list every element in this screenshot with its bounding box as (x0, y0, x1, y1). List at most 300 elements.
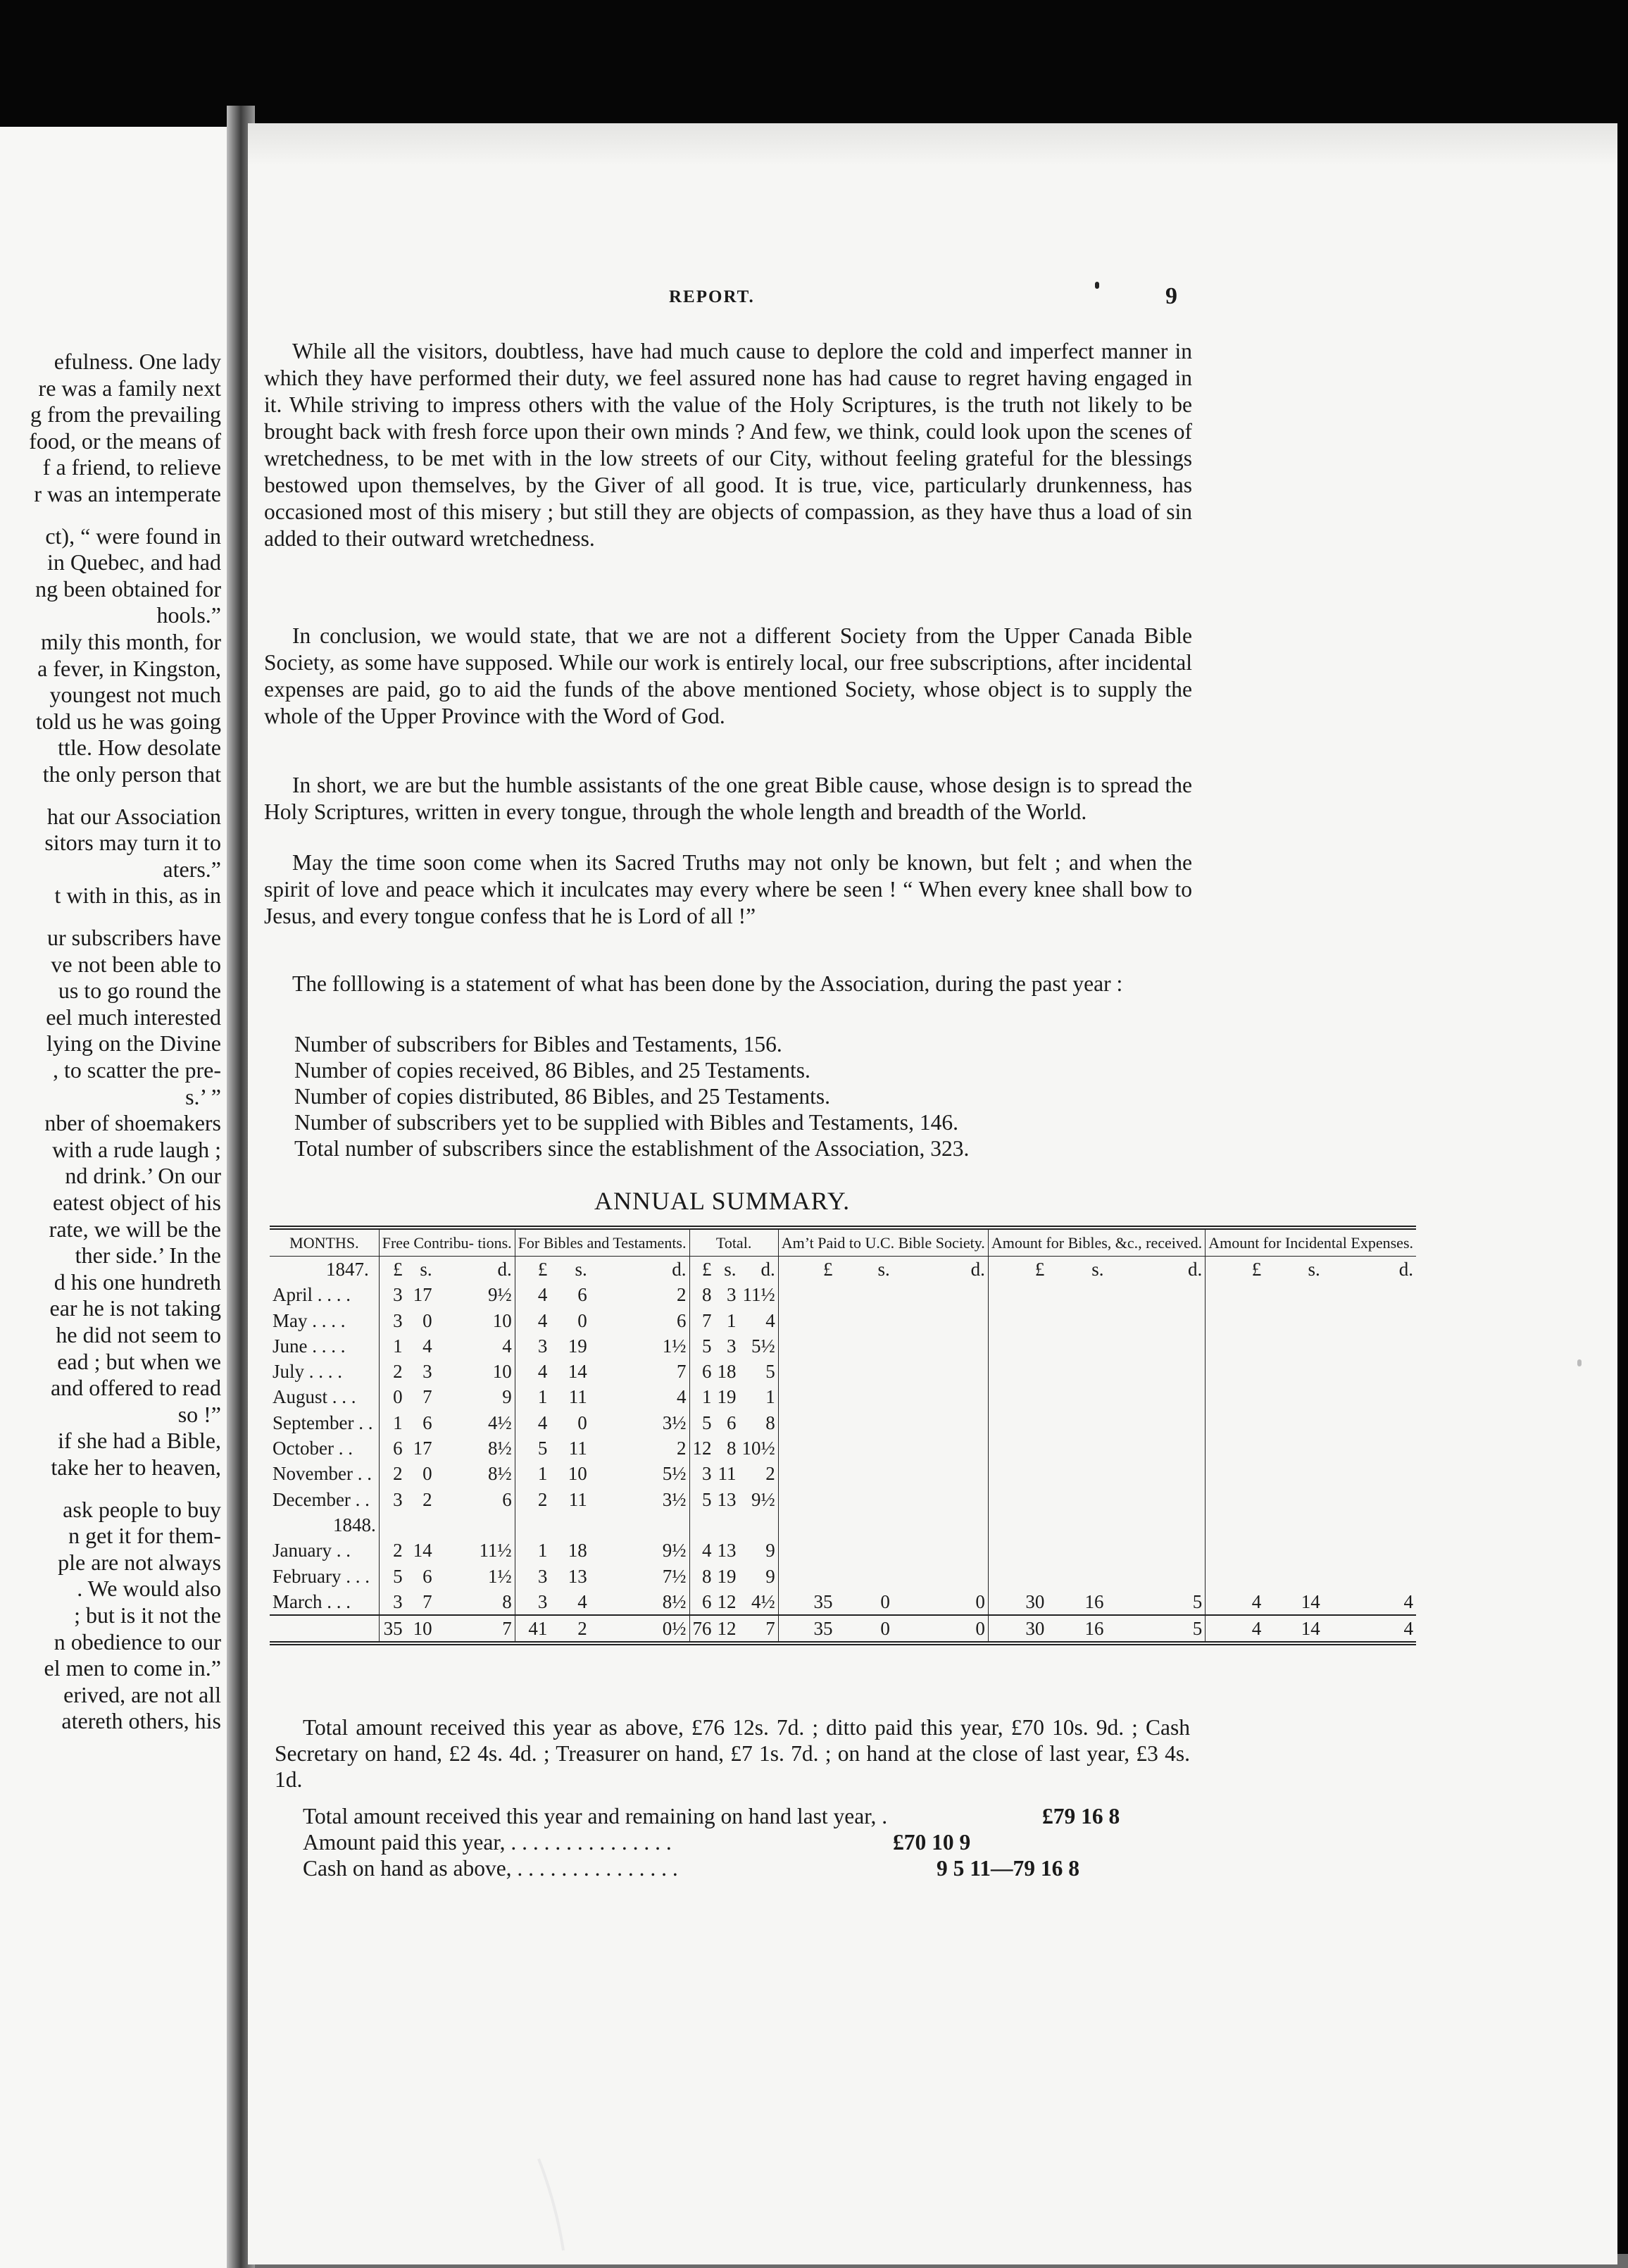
amount-cell: 9 (502, 1386, 512, 1408)
amount-cell (1206, 1308, 1265, 1333)
amount-cell (1206, 1487, 1265, 1512)
account-value: £79 16 8 (1042, 1804, 1120, 1828)
amount-cell: 9½ (487, 1284, 512, 1306)
amount-cell (1323, 1308, 1416, 1333)
left-page-line: s.’ ” (185, 1083, 221, 1109)
amount-cell: 5 (765, 1361, 775, 1383)
amount-cell: 4 (765, 1309, 775, 1331)
table-row (270, 1461, 1416, 1486)
left-page-line: nber of shoemakers (44, 1110, 221, 1136)
amount-cell (1047, 1308, 1106, 1333)
left-page-line: if she had a Bible, (58, 1428, 221, 1454)
left-page-line: el men to come in.” (44, 1655, 221, 1681)
unit-pound: £ (1206, 1257, 1265, 1283)
units-row (270, 1257, 1416, 1283)
amount-cell: 0 (422, 1463, 432, 1485)
amount-cell (893, 1384, 989, 1409)
amount-cell (1323, 1384, 1416, 1409)
left-page-line: he did not seem to (56, 1322, 221, 1347)
amount-cell: 5 (1192, 1590, 1203, 1612)
left-page-line: ttle. How desolate (58, 735, 221, 761)
left-page-line: ur subscribers have (46, 925, 221, 950)
left-page-line: youngest not much (49, 682, 221, 708)
left-page-line: . We would also (77, 1576, 221, 1602)
amount-cell: 16 (1084, 1590, 1104, 1612)
left-page-line: ; but is it not the (74, 1602, 221, 1628)
amount-cell (1323, 1435, 1416, 1461)
left-page-line: the only person that (42, 761, 221, 787)
left-page-line: n get it for them- (68, 1523, 221, 1549)
unit-shillings: s. (877, 1259, 890, 1280)
amount-cell (988, 1384, 1047, 1409)
amount-cell: 11½ (479, 1540, 512, 1562)
account-line-total-received (303, 1803, 1120, 1829)
scan-speck (1577, 1359, 1582, 1366)
amount-cell (1264, 1538, 1323, 1563)
header-months: MONTHS. (270, 1228, 379, 1257)
amount-cell: 3 (422, 1361, 432, 1383)
amount-cell: 3 (379, 1589, 405, 1615)
left-page-line: and offered to read (51, 1375, 221, 1401)
amount-cell (988, 1538, 1047, 1563)
amount-cell: 9 (765, 1565, 775, 1587)
amount-cell: 3 (515, 1333, 550, 1359)
amount-cell (988, 1410, 1047, 1435)
amount-cell: 0 (880, 1590, 890, 1612)
amount-cell: 5 (379, 1564, 405, 1589)
amount-cell (988, 1564, 1047, 1589)
amount-cell: 2 (677, 1284, 687, 1306)
left-page-line: n obedience to our (54, 1628, 221, 1655)
running-head: REPORT. (669, 287, 755, 306)
amount-cell: 4 (515, 1410, 550, 1435)
left-page-line: with a rude laugh ; (52, 1136, 221, 1162)
amount-cell: 8½ (487, 1438, 512, 1459)
amount-cell: 6 (677, 1309, 687, 1331)
amount-cell: 4 (677, 1386, 687, 1408)
header-total: Total. (689, 1228, 778, 1257)
amount-cell (988, 1308, 1047, 1333)
amount-cell (1047, 1487, 1106, 1512)
empty-cell (515, 1512, 550, 1538)
unit-shillings: s. (1091, 1259, 1104, 1280)
amount-cell (836, 1487, 893, 1512)
amount-cell: 19 (568, 1335, 587, 1357)
empty-cell (1047, 1512, 1106, 1538)
amount-cell (1047, 1564, 1106, 1589)
amount-cell (1323, 1359, 1416, 1384)
month-cell: November . . (273, 1463, 372, 1485)
amount-cell: 3½ (662, 1488, 687, 1510)
left-page-line: ear he is not taking (49, 1295, 221, 1321)
empty-cell (550, 1512, 589, 1538)
amount-cell: 4½ (751, 1590, 775, 1612)
amount-cell: 2 (379, 1538, 405, 1563)
closing-paragraph: Total amount received this year as above, £76 12s. 7d. ; ditto paid this year, £70 10s. 9d. ; Cash Secretary on hand, £2 4s. 4d. ; Treasurer on hand, £7 1s. 7d. ; on hand at the close of last year, £3 4s. 1d. (275, 1715, 1190, 1792)
amount-cell (1264, 1359, 1323, 1384)
table-row (270, 1308, 1416, 1333)
table-header-row (270, 1228, 1416, 1257)
left-page-line: sitors may turn it to (44, 830, 221, 856)
amount-cell: 13 (568, 1565, 587, 1587)
amount-cell: 1 (515, 1538, 550, 1563)
amount-cell: 6 (689, 1589, 715, 1615)
amount-cell: 1 (379, 1333, 405, 1359)
empty-cell (379, 1512, 405, 1538)
amount-cell (1264, 1461, 1323, 1486)
amount-cell (893, 1359, 989, 1384)
amount-cell (1264, 1564, 1323, 1589)
empty-cell (689, 1512, 715, 1538)
header-free: Free Contribu- tions. (379, 1228, 515, 1257)
amount-cell: 2 (379, 1359, 405, 1384)
left-page-line: ve not been able to (51, 951, 221, 977)
unit-pence: d. (970, 1259, 985, 1280)
total-cell: 10 (406, 1615, 435, 1643)
amount-cell (836, 1308, 893, 1333)
total-cell: 4 (1323, 1615, 1416, 1643)
amount-cell: 8½ (487, 1463, 512, 1485)
amount-cell: 10 (492, 1309, 512, 1331)
left-page-line: r was an intemperate (34, 481, 221, 506)
amount-cell: 3 (689, 1461, 715, 1486)
summary-title: ANNUAL SUMMARY. (594, 1187, 851, 1215)
amount-cell (988, 1487, 1047, 1512)
amount-cell: 6 (727, 1412, 737, 1433)
amount-cell (778, 1487, 835, 1512)
month-cell: February . . . (273, 1565, 370, 1587)
amount-cell: 4 (1403, 1590, 1413, 1612)
header-bibles: For Bibles and Testaments. (515, 1228, 689, 1257)
amount-cell (1107, 1384, 1206, 1409)
amount-cell (778, 1435, 835, 1461)
table-row (270, 1282, 1416, 1307)
amount-cell (893, 1333, 989, 1359)
table-row (270, 1589, 1416, 1615)
facing-page-left (0, 127, 227, 2268)
amount-cell: 8½ (662, 1590, 687, 1612)
amount-cell (1206, 1282, 1265, 1307)
account-label: Cash on hand as above, . . . . . . . . . . . . . . . (303, 1856, 678, 1881)
amount-cell: 6 (422, 1565, 432, 1587)
empty-cell (893, 1512, 989, 1538)
amount-cell: 5½ (662, 1463, 687, 1485)
amount-cell (836, 1384, 893, 1409)
total-cell: 2 (550, 1615, 589, 1643)
amount-cell: 7 (422, 1590, 432, 1612)
left-page-line: , to scatter the pre- (53, 1057, 221, 1083)
amount-cell (1206, 1435, 1265, 1461)
amount-cell (1107, 1461, 1206, 1486)
totals-row (270, 1615, 1416, 1643)
amount-cell (1047, 1359, 1106, 1384)
statement-item: Number of copies distributed, 86 Bibles, and 25 Testaments. (294, 1084, 830, 1109)
total-cell: 14 (1264, 1615, 1323, 1643)
amount-cell (1206, 1384, 1265, 1409)
amount-cell: 5 (689, 1410, 715, 1435)
paragraph-visitors: While all the visitors, doubtless, have had much cause to deplore the cold and imperfect manner in which they have performed their duty, we feel assured none has had cause to regret having engaged in it. While striving to impress others with the value of the Holy Scriptures, is the truth not likely to be brought back with fresh force upon their own minds ? And few, we think, could look upon the scenes of wretchedness, to be met with in the low streets of our City, without feeling grateful for the blessings bestowed upon themselves, by the Giver of all good. It is true, vice, particularly drunkenness, has occasioned most of this misery ; but still they are objects of compassion, as they have thus a load of sin added to their outward wretchedness. (264, 339, 1192, 551)
amount-cell: 4 (502, 1335, 512, 1357)
amount-cell: 6 (689, 1359, 715, 1384)
amount-cell (778, 1564, 835, 1589)
amount-cell: 18 (568, 1540, 587, 1562)
total-cell: 12 (715, 1615, 739, 1643)
account-value: £70 10 9 (893, 1830, 971, 1855)
amount-cell (1323, 1487, 1416, 1512)
left-page-line: t with in this, as in (54, 883, 221, 909)
total-cell: 76 (689, 1615, 715, 1643)
amount-cell (1206, 1359, 1265, 1384)
empty-cell (778, 1512, 835, 1538)
amount-cell (988, 1461, 1047, 1486)
amount-cell (778, 1282, 835, 1307)
left-page-line: rate, we will be the (49, 1216, 221, 1242)
amount-cell (1107, 1435, 1206, 1461)
table-row (270, 1487, 1416, 1512)
page-top-shadow (248, 123, 1617, 166)
amount-cell: 8 (765, 1412, 775, 1433)
amount-cell: 4 (1206, 1589, 1265, 1615)
amount-cell: 18 (717, 1361, 737, 1383)
total-cell: 7 (739, 1615, 779, 1643)
amount-cell (1107, 1538, 1206, 1563)
amount-cell: 8 (502, 1590, 512, 1612)
month-cell: March . . . (273, 1590, 351, 1612)
total-cell: 35 (379, 1615, 405, 1643)
amount-cell: 1½ (487, 1565, 512, 1587)
amount-cell: 0 (577, 1309, 587, 1331)
amount-cell: 12 (717, 1590, 737, 1612)
left-page-line: mily this month, for (41, 629, 221, 654)
left-page-line: us to go round the (58, 978, 221, 1004)
amount-cell (1047, 1538, 1106, 1563)
table-row (270, 1410, 1416, 1435)
unit-pence: d. (760, 1259, 775, 1280)
unit-pound: £ (988, 1257, 1047, 1283)
left-page-line: ng been obtained for (35, 575, 221, 602)
unit-pence: d. (672, 1259, 687, 1280)
empty-cell (739, 1512, 779, 1538)
annual-summary-table (270, 1226, 1416, 1645)
amount-cell: 2 (422, 1488, 432, 1510)
amount-cell: 11 (568, 1386, 587, 1408)
amount-cell: 1 (515, 1384, 550, 1409)
amount-cell (1264, 1435, 1323, 1461)
amount-cell: 8 (689, 1282, 715, 1307)
empty-cell (988, 1512, 1047, 1538)
amount-cell (1107, 1282, 1206, 1307)
header-amt-incidental: Amount for Incidental Expenses. (1206, 1228, 1416, 1257)
statement-item: Number of subscribers yet to be supplied with Bibles and Testaments, 146. (294, 1110, 958, 1135)
amount-cell: 17 (413, 1438, 432, 1459)
amount-cell: 5 (689, 1487, 715, 1512)
amount-cell (836, 1410, 893, 1435)
amount-cell: 0 (422, 1309, 432, 1331)
amount-cell: 5 (689, 1333, 715, 1359)
amount-cell (1323, 1461, 1416, 1486)
amount-cell: 1 (515, 1461, 550, 1486)
unit-pence: d. (1398, 1259, 1413, 1280)
table-row (270, 1359, 1416, 1384)
table-row (270, 1564, 1416, 1589)
empty-cell (1323, 1512, 1416, 1538)
amount-cell: 13 (717, 1488, 737, 1510)
amount-cell (893, 1461, 989, 1486)
amount-cell: 1 (379, 1410, 405, 1435)
amount-cell (893, 1487, 989, 1512)
paragraph-conclusion: In conclusion, we would state, that we are not a different Society from the Upper Canada Bible Society, as some have supposed. While our work is entirely local, our free subscriptions, after incidental expenses are paid, go to aid the funds of the above mentioned Society, whose object is to supply the whole of the Upper Province with the Word of God. (264, 623, 1192, 728)
total-cell: 7 (435, 1615, 515, 1643)
amount-cell: 9½ (662, 1540, 687, 1562)
table-row (270, 1435, 1416, 1461)
amount-cell (778, 1333, 835, 1359)
unit-pound: £ (689, 1257, 715, 1283)
left-page-line: ask people to buy (63, 1496, 221, 1522)
empty-cell (1264, 1512, 1323, 1538)
unit-pound: £ (515, 1257, 550, 1283)
amount-cell (836, 1538, 893, 1563)
amount-cell: 3 (379, 1487, 405, 1512)
amount-cell (1264, 1410, 1323, 1435)
amount-cell: 5 (515, 1435, 550, 1461)
left-page-line: d his one hundreth (54, 1269, 221, 1295)
totals-label (270, 1615, 379, 1643)
amount-cell: 8 (689, 1564, 715, 1589)
amount-cell (893, 1410, 989, 1435)
amount-cell (836, 1564, 893, 1589)
amount-cell: 7 (689, 1308, 715, 1333)
amount-cell: 10 (568, 1463, 587, 1485)
total-cell: 41 (515, 1615, 550, 1643)
amount-cell: 4 (515, 1359, 550, 1384)
amount-cell: 2 (765, 1463, 775, 1485)
amount-cell (1264, 1384, 1323, 1409)
amount-cell (1107, 1308, 1206, 1333)
amount-cell: 7½ (662, 1565, 687, 1587)
unit-pence: d. (1187, 1259, 1203, 1280)
amount-cell: 0 (577, 1412, 587, 1433)
amount-cell (1323, 1538, 1416, 1563)
total-cell: 5 (1107, 1615, 1206, 1643)
year-label: 1847. (326, 1259, 369, 1280)
unit-pence: d. (497, 1259, 512, 1280)
amount-cell (1047, 1461, 1106, 1486)
amount-cell: 17 (413, 1284, 432, 1306)
unit-shillings: s. (724, 1259, 737, 1280)
empty-cell (836, 1512, 893, 1538)
paragraph-in-short: In short, we are but the humble assistants of the one great Bible cause, whose design is to spread the Holy Scriptures, written in every tongue, through the whole length and breadth of the World. (264, 773, 1192, 824)
amount-cell: 1½ (662, 1335, 687, 1357)
amount-cell (988, 1435, 1047, 1461)
left-page-line: eatest object of his (52, 1190, 221, 1215)
amount-cell (1047, 1410, 1106, 1435)
amount-cell (988, 1282, 1047, 1307)
amount-cell: 7 (677, 1361, 687, 1383)
amount-cell: 3 (727, 1335, 737, 1357)
amount-cell: 9 (765, 1540, 775, 1562)
amount-cell: 11 (568, 1488, 587, 1510)
amount-cell: 2 (677, 1438, 687, 1459)
amount-cell (1206, 1333, 1265, 1359)
amount-cell: 3 (515, 1589, 550, 1615)
table-body (270, 1257, 1416, 1644)
amount-cell (893, 1282, 989, 1307)
amount-cell: 6 (502, 1488, 512, 1510)
amount-cell: 35 (778, 1589, 835, 1615)
amount-cell (836, 1282, 893, 1307)
empty-cell (715, 1512, 739, 1538)
amount-cell: 1 (689, 1384, 715, 1409)
empty-cell (406, 1512, 435, 1538)
unit-shillings: s. (420, 1259, 432, 1280)
empty-cell (435, 1512, 515, 1538)
month-cell: August . . . (273, 1386, 356, 1408)
left-page-line: a fever, in Kingston, (37, 655, 221, 681)
year-label: 1848. (333, 1514, 376, 1535)
left-page-line: take her to heaven, (51, 1454, 221, 1480)
left-page-line: told us he was going (35, 708, 221, 734)
account-line-amount-paid (303, 1829, 971, 1855)
left-page-line: nd drink.’ On our (65, 1163, 221, 1189)
amount-cell: 4 (689, 1538, 715, 1563)
amount-cell: 6 (379, 1435, 405, 1461)
account-label: Total amount received this year and remaining on hand last year, . (303, 1804, 888, 1828)
amount-cell (1323, 1564, 1416, 1589)
left-page-line: ead ; but when we (57, 1348, 221, 1374)
amount-cell (893, 1308, 989, 1333)
account-label: Amount paid this year, . . . . . . . . . . . . . . . (303, 1830, 672, 1855)
amount-cell (1264, 1487, 1323, 1512)
amount-cell (778, 1359, 835, 1384)
amount-cell (1323, 1410, 1416, 1435)
amount-cell: 3 (379, 1308, 405, 1333)
amount-cell (1107, 1564, 1206, 1589)
amount-cell: 2 (515, 1487, 550, 1512)
amount-cell: 14 (568, 1361, 587, 1383)
left-page-line: aters.” (163, 856, 221, 882)
amount-cell (1107, 1410, 1206, 1435)
amount-cell (1107, 1333, 1206, 1359)
amount-cell (1323, 1333, 1416, 1359)
amount-cell: 11 (718, 1463, 737, 1485)
amount-cell: 14 (413, 1540, 432, 1562)
amount-cell: 13 (717, 1540, 737, 1562)
pen-scratch (535, 2155, 577, 2254)
left-page-line: hools.” (156, 602, 221, 628)
amount-cell: 6 (577, 1284, 587, 1306)
year-row (270, 1512, 1416, 1538)
total-cell: 4 (1206, 1615, 1265, 1643)
left-page-line: hat our Association (46, 803, 221, 829)
amount-cell: 11 (568, 1438, 587, 1459)
left-page-line: food, or the means of (29, 428, 221, 454)
left-page-line: ther side.’ In the (75, 1242, 221, 1269)
amount-cell: 19 (717, 1565, 737, 1587)
left-page-line: atereth others, his (61, 1708, 221, 1734)
amount-cell: 3 (727, 1284, 737, 1306)
amount-cell: 5½ (751, 1335, 775, 1357)
amount-cell (893, 1435, 989, 1461)
left-page-line: efulness. One lady (54, 349, 221, 374)
amount-cell: 19 (717, 1386, 737, 1408)
unit-shillings: s. (575, 1259, 587, 1280)
amount-cell: 8 (727, 1438, 737, 1459)
amount-cell (836, 1435, 893, 1461)
amount-cell: 4 (422, 1335, 432, 1357)
amount-cell (836, 1359, 893, 1384)
amount-cell (1047, 1333, 1106, 1359)
scan-speck (1095, 282, 1099, 289)
